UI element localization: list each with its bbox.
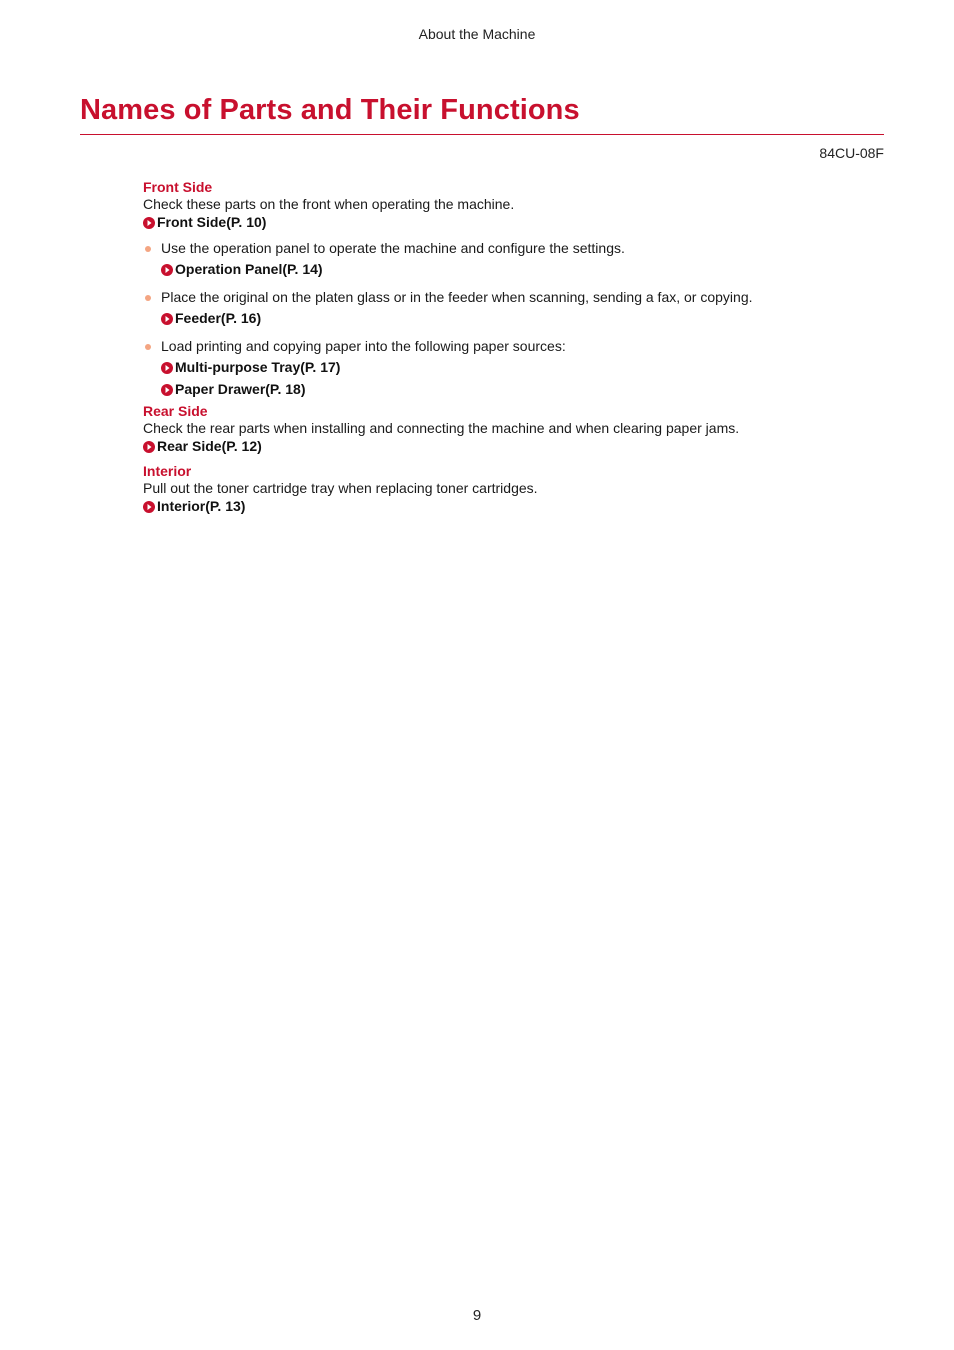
running-header: About the Machine	[418, 26, 536, 42]
content	[143, 179, 863, 523]
link-label: Multi-purpose Tray(P. 17)	[175, 359, 341, 375]
link-label: Paper Drawer(P. 18)	[175, 381, 306, 397]
link-rear-side[interactable]	[143, 437, 863, 456]
link-front-side[interactable]	[143, 213, 863, 232]
bullet-text: Use the operation panel to operate the machine and configure the settings.	[161, 240, 625, 256]
arrow-circle-icon	[161, 362, 173, 374]
document-code: 84CU-08F	[819, 145, 884, 161]
arrow-circle-icon	[143, 501, 155, 513]
bullet-text: Place the original on the platen glass or in the feeder when scanning, sending a fax, or copying.	[161, 289, 753, 305]
link-label: Interior(P. 13)	[157, 498, 246, 514]
link-multi-purpose-tray[interactable]	[161, 358, 863, 377]
section-heading: Front Side	[143, 179, 213, 195]
link-label: Front Side(P. 10)	[157, 214, 267, 230]
section-interior	[143, 463, 863, 516]
section-description: Check the rear parts when installing and connecting the machine and when clearing paper jams.	[143, 420, 740, 436]
arrow-circle-icon	[143, 441, 155, 453]
bullet-dot-icon	[145, 246, 151, 252]
section-description: Check these parts on the front when operating the machine.	[143, 196, 515, 212]
section-description: Pull out the toner cartridge tray when replacing toner cartridges.	[143, 480, 538, 496]
list-item	[143, 289, 863, 328]
bullet-list	[143, 240, 863, 399]
bullet-dot-icon	[145, 295, 151, 301]
bullet-dot-icon	[145, 344, 151, 350]
link-operation-panel[interactable]	[161, 260, 863, 279]
bullet-text: Load printing and copying paper into the following paper sources:	[161, 338, 566, 354]
section-front-side	[143, 179, 863, 399]
list-item	[143, 240, 863, 279]
arrow-circle-icon	[143, 217, 155, 229]
link-paper-drawer[interactable]	[161, 380, 863, 399]
title-rule	[80, 134, 884, 135]
page-title: Names of Parts and Their Functions	[80, 94, 580, 126]
page-number: 9	[472, 1307, 482, 1324]
arrow-circle-icon	[161, 264, 173, 276]
section-heading: Interior	[143, 463, 192, 479]
link-label: Feeder(P. 16)	[175, 310, 262, 326]
section-heading: Rear Side	[143, 403, 208, 419]
link-label: Rear Side(P. 12)	[157, 438, 262, 454]
arrow-circle-icon	[161, 313, 173, 325]
link-label: Operation Panel(P. 14)	[175, 261, 323, 277]
link-interior[interactable]	[143, 497, 863, 516]
list-item	[143, 338, 863, 399]
link-feeder[interactable]	[161, 309, 863, 328]
section-rear-side	[143, 403, 863, 456]
arrow-circle-icon	[161, 384, 173, 396]
